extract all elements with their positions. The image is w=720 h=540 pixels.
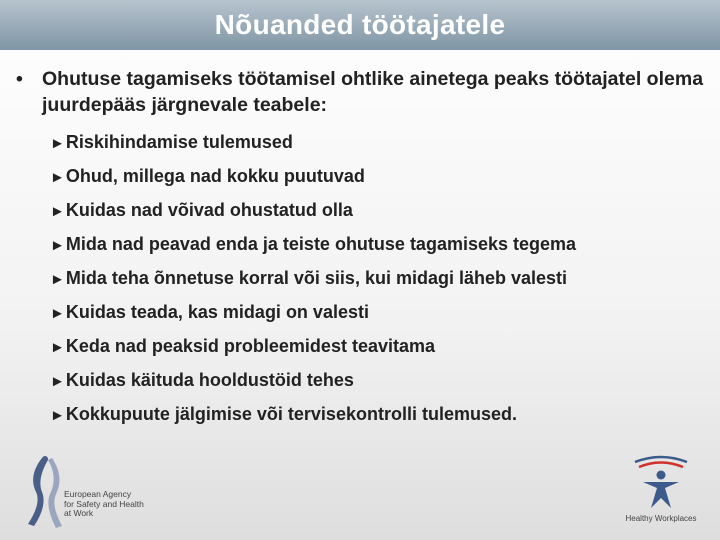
arrow-icon: ►: [50, 339, 65, 356]
main-bullet: [16, 66, 706, 118]
content-area: [16, 66, 706, 432]
list-item: ►Kuidas käituda hooldustöid tehes: [50, 370, 354, 390]
eu-osha-logo: [22, 454, 152, 534]
title-bar: [0, 0, 720, 50]
arrow-icon: ►: [50, 135, 65, 152]
eu-osha-figure-icon: [22, 454, 66, 534]
arrow-icon: ►: [50, 407, 65, 424]
arrow-icon: ►: [50, 237, 65, 254]
list-item: ►Ohud, millega nad kokku puutuvad: [50, 166, 365, 186]
healthy-workplaces-logo: [615, 450, 707, 530]
agency-name: European Agency for Safety and Health at Work: [64, 489, 144, 518]
list-item: ►Mida nad peavad enda ja teiste ohutuse tagamiseks tegema: [50, 234, 577, 254]
arrow-icon: ►: [50, 203, 65, 220]
list-item: ►Mida teha õnnetuse korral või siis, kui midagi läheb valesti: [50, 268, 568, 288]
slide-title: Nõuanded töötajatele: [214, 9, 506, 40]
list-item: ►Kuidas nad võivad ohustatud olla: [50, 200, 353, 220]
arrow-icon: ►: [50, 373, 65, 390]
list-item: ►Keda nad peaksid probleemidest teavitama: [50, 336, 435, 356]
healthy-workplaces-figure-icon: [615, 450, 707, 514]
list-item: ►Kokkupuute jälgimise või tervisekontrolli tulemused.: [50, 404, 517, 424]
list-item: ►Riskihindamise tulemused: [50, 132, 293, 152]
list-item: ►Kuidas teada, kas midagi on valesti: [50, 302, 369, 322]
healthy-workplaces-caption: Healthy Workplaces: [625, 514, 697, 523]
bullet-marker: •: [16, 68, 23, 90]
arrow-icon: ►: [50, 271, 65, 288]
arrow-icon: ►: [50, 169, 65, 186]
arrow-icon: ►: [50, 305, 65, 322]
sub-bullet-list: [16, 126, 706, 432]
main-bullet-text: Ohutuse tagamiseks töötamisel ohtlike ainetega peaks töötajatel olema juurdepääs järgnevale teabele:: [42, 68, 704, 116]
